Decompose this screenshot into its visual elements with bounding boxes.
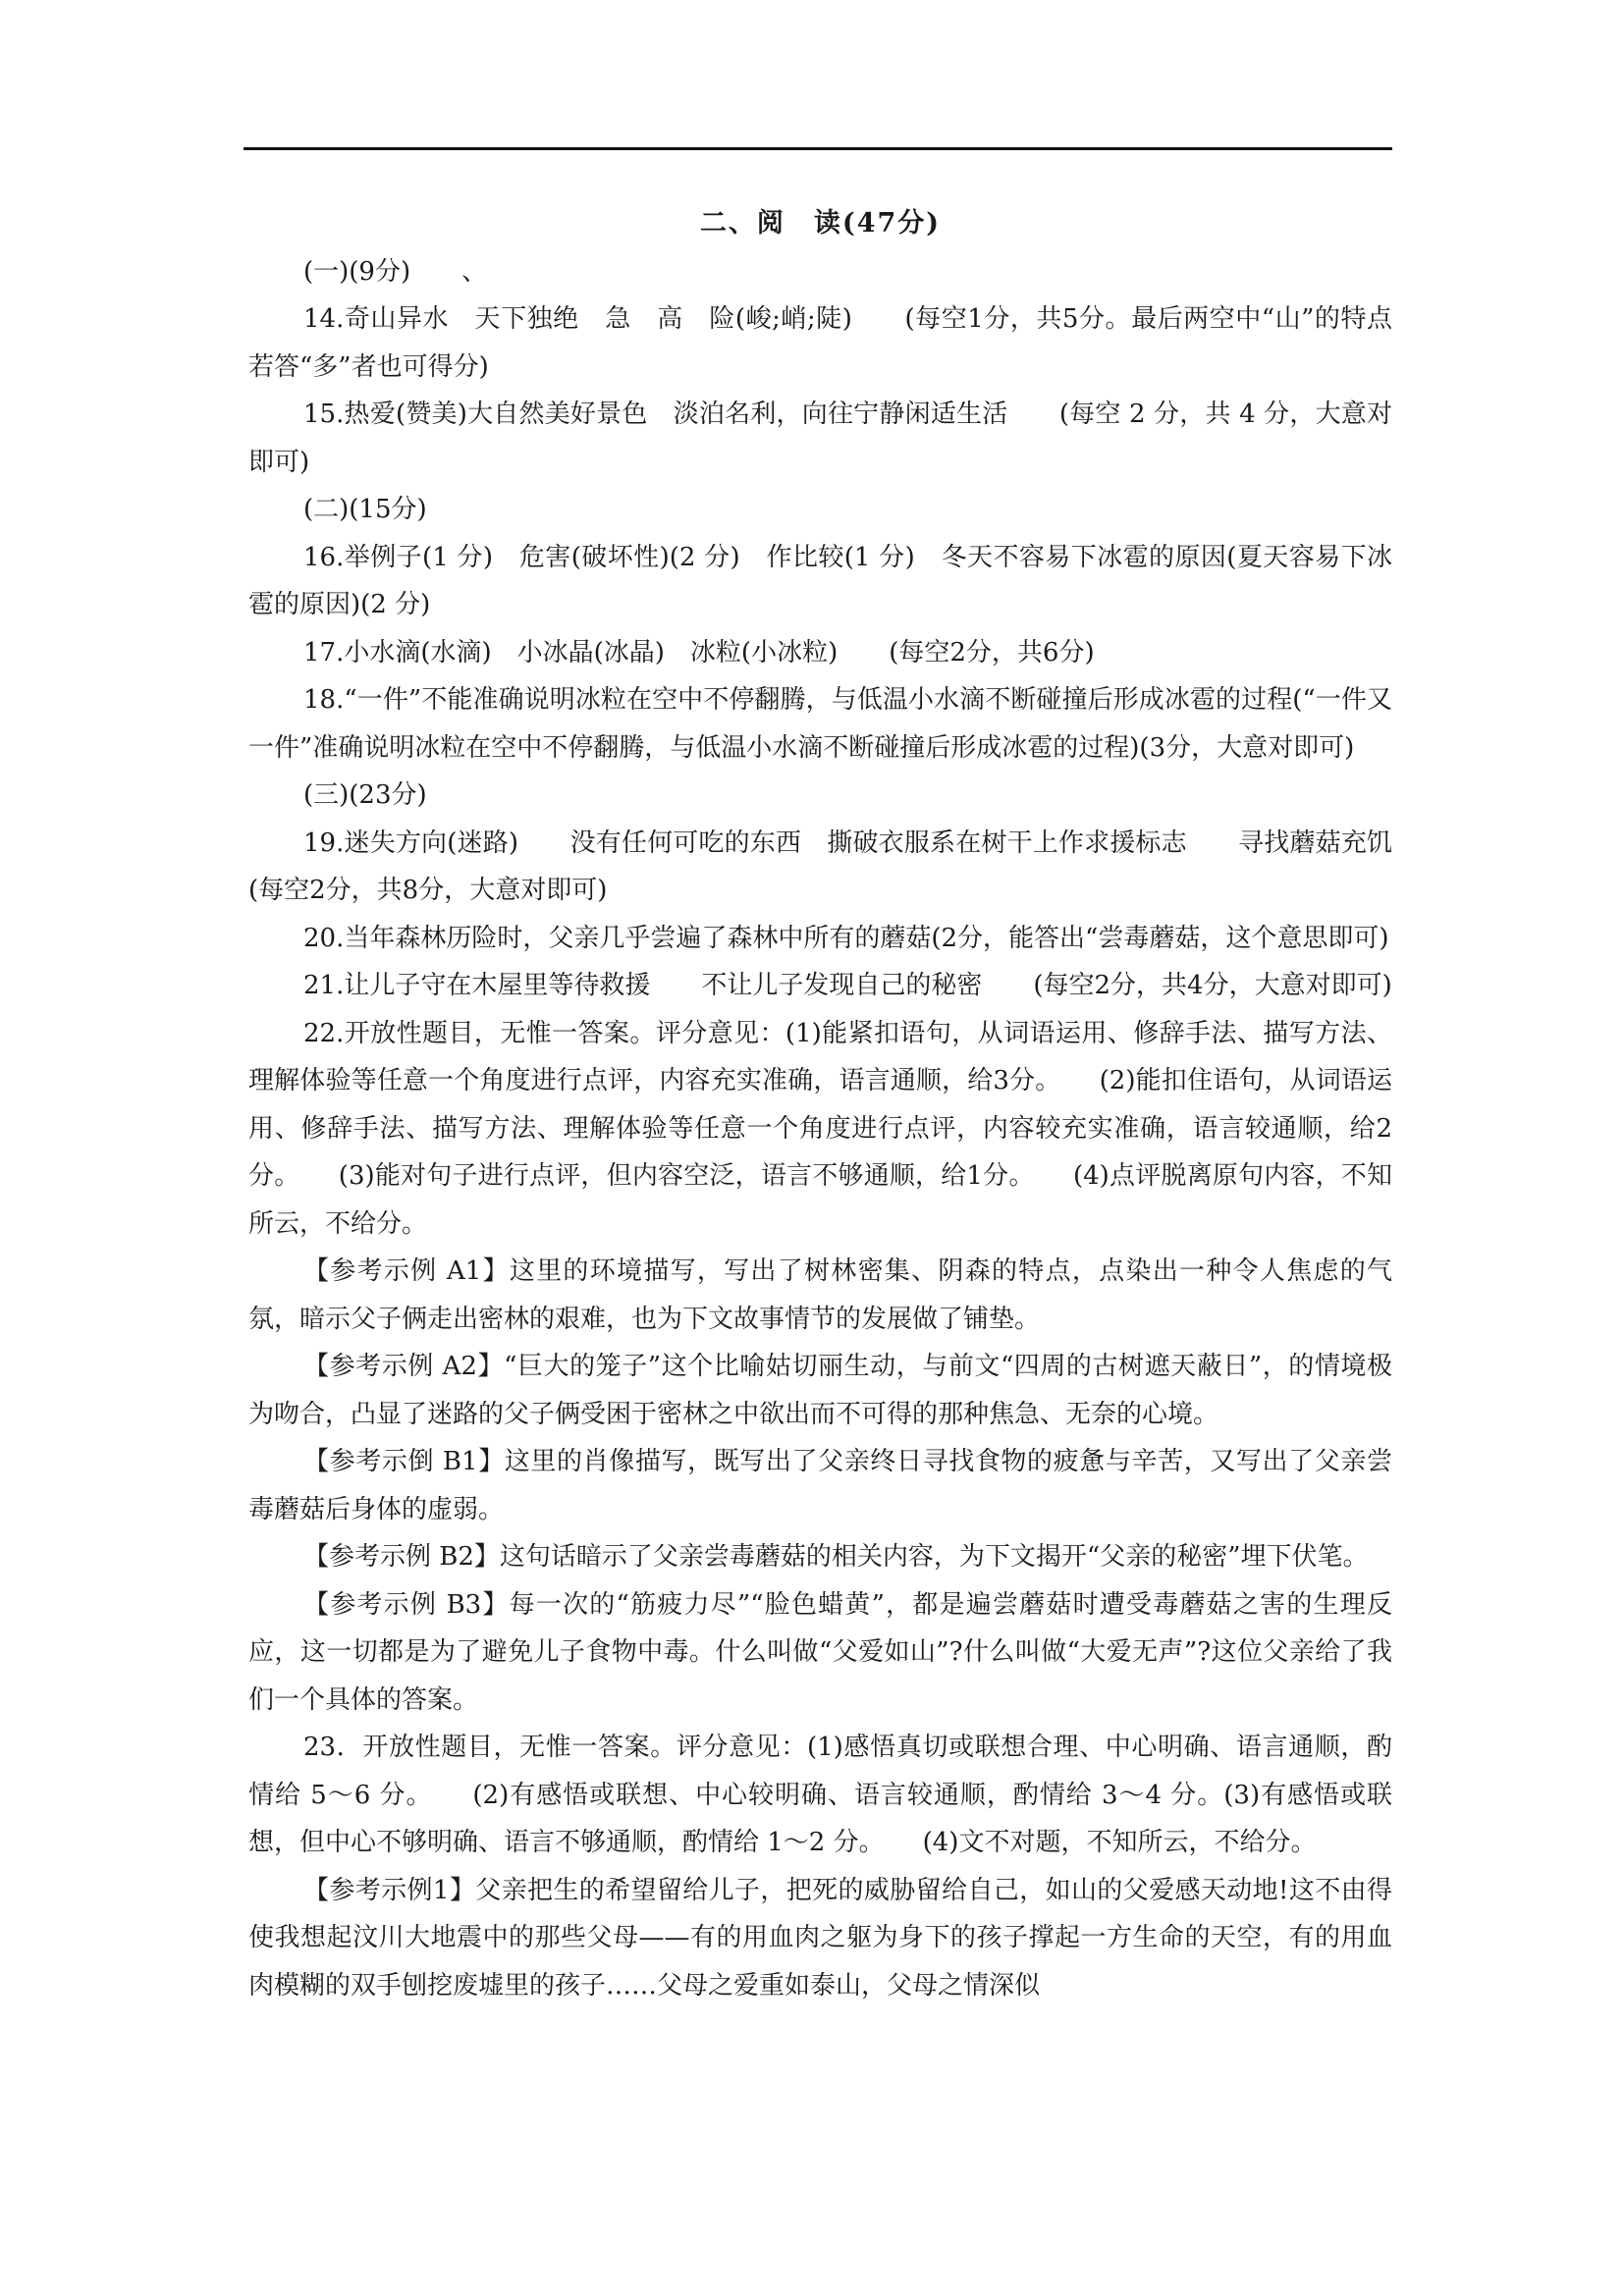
header-rule — [244, 147, 1392, 150]
section-heading-2: (二)(15分) — [303, 495, 427, 524]
document-body — [248, 196, 1444, 2009]
answer-23: 23．开放性题目，无惟一答案。评分意见：(1)感悟真切或联想合理、中心明确、语言通顺，酌情给 5～6 分。 (2)有感悟或联想、中心较明确、语言较通顺，酌情给 3～4 分。(3)有感悟或联想，但中心不够明确、语言不够通顺，酌情给 1～2 分。 (4)文不对题，不知所云，不给分。 — [248, 1733, 1392, 1857]
example-b3: 【参考示例 B3】每一次的“筋疲力尽”“脸色蜡黄”，都是遍尝蘑菇时遭受毒蘑菇之害的生理反应，这一切都是为了避免儿子食物中毒。什么叫做“父爱如山”?什么叫做“大爱无声”?这位父亲给了我们一个具体的答案。 — [248, 1589, 1392, 1715]
section-title: 二、阅 读(47分) — [699, 208, 942, 239]
answer-20: 20.当年森林历险时，父亲几乎尝遍了森林中所有的蘑菇(2分，能答出“尝毒蘑菇，这个意思即可) — [303, 923, 1389, 953]
answer-18: 18.“一件”不能准确说明冰粒在空中不停翻腾，与低温小水滴不断碰撞后形成冰雹的过程(“一件又一件”准确说明冰粒在空中不停翻腾，与低温小水滴不断碰撞后形成冰雹的过程)(3分，大意对即可) — [248, 685, 1392, 763]
answer-15: 15.热爱(赞美)大自然美好景色 淡泊名利，向往宁静闲适生活 (每空 2 分，共 4 分，大意对即可) — [248, 400, 1392, 477]
answer-17: 17.小水滴(水滴) 小冰晶(冰晶) 冰粒(小冰粒) (每空2分，共6分) — [303, 637, 1095, 667]
example-a2: 【参考示例 A2】“巨大的笼子”这个比喻姑切丽生动，与前文“四周的古树遮天蔽日”，的情境极为吻合，凸显了迷路的父子俩受困于密林之中欲出而不可得的那种焦急、无奈的心境。 — [248, 1352, 1392, 1429]
section-heading-3: (三)(23分) — [303, 780, 427, 810]
section-heading-1: (一)(9分) 、 — [303, 256, 488, 287]
answer-14: 14.奇山异水 天下独绝 急 高 险(峻;峭;陡) (每空1分，共5分。最后两空中“山”的特点若答“多”者也可得分) — [248, 304, 1392, 382]
answer-21: 21.让儿子守在木屋里等待救援 不让儿子发现自己的秘密 (每空2分，共4分，大意对即可) — [303, 971, 1392, 1000]
answer-19: 19.迷失方向(迷路) 没有任何可吃的东西 撕破衣服系在树干上作求援标志 寻找蘑菇充饥 (每空2分，共8分，大意对即可) — [248, 828, 1444, 905]
example-1: 【参考示例1】父亲把生的希望留给儿子，把死的威胁留给自己，如山的父爱感天动地!这不由得使我想起汶川大地震中的那些父母——有的用血肉之躯为身下的孩子撑起一方生命的天空，有的用血肉模糊的双手刨挖废墟里的孩子……父母之爱重如泰山，父母之情深似 — [248, 1875, 1392, 2001]
example-a1: 【参考示例 A1】这里的环境描写，写出了树林密集、阴森的特点，点染出一种令人焦虑的气氛，暗示父子俩走出密林的艰难，也为下文故事情节的发展做了铺垫。 — [248, 1256, 1392, 1334]
answer-22: 22.开放性题目，无惟一答案。评分意见：(1)能紧扣语句，从词语运用、修辞手法、描写方法、理解体验等任意一个角度进行点评，内容充实准确，语言通顺，给3分。 (2)能扣住语句，从词语运用、修辞手法、描写方法、理解体验等任意一个角度进行点评，内容较充实准确，语言较通顺，给2分。 (3)能对句子进行点评，但内容空泛，语言不够通顺，给1分。 (4)点评脱离原句内容，不知所云，不给分。 — [248, 1018, 1392, 1239]
answer-16: 16.举例子(1 分) 危害(破坏性)(2 分) 作比较(1 分) 冬天不容易下冰雹的原因(夏天容易下冰雹的原因)(2 分) — [248, 542, 1392, 619]
example-b1: 【参考示倒 B1】这里的肖像描写，既写出了父亲终日寻找食物的疲惫与辛苦，又写出了父亲尝毒蘑菇后身体的虚弱。 — [248, 1447, 1392, 1524]
example-b2: 【参考示例 B2】这句话暗示了父亲尝毒蘑菇的相关内容，为下文揭开“父亲的秘密”埋下伏笔。 — [303, 1542, 1369, 1572]
